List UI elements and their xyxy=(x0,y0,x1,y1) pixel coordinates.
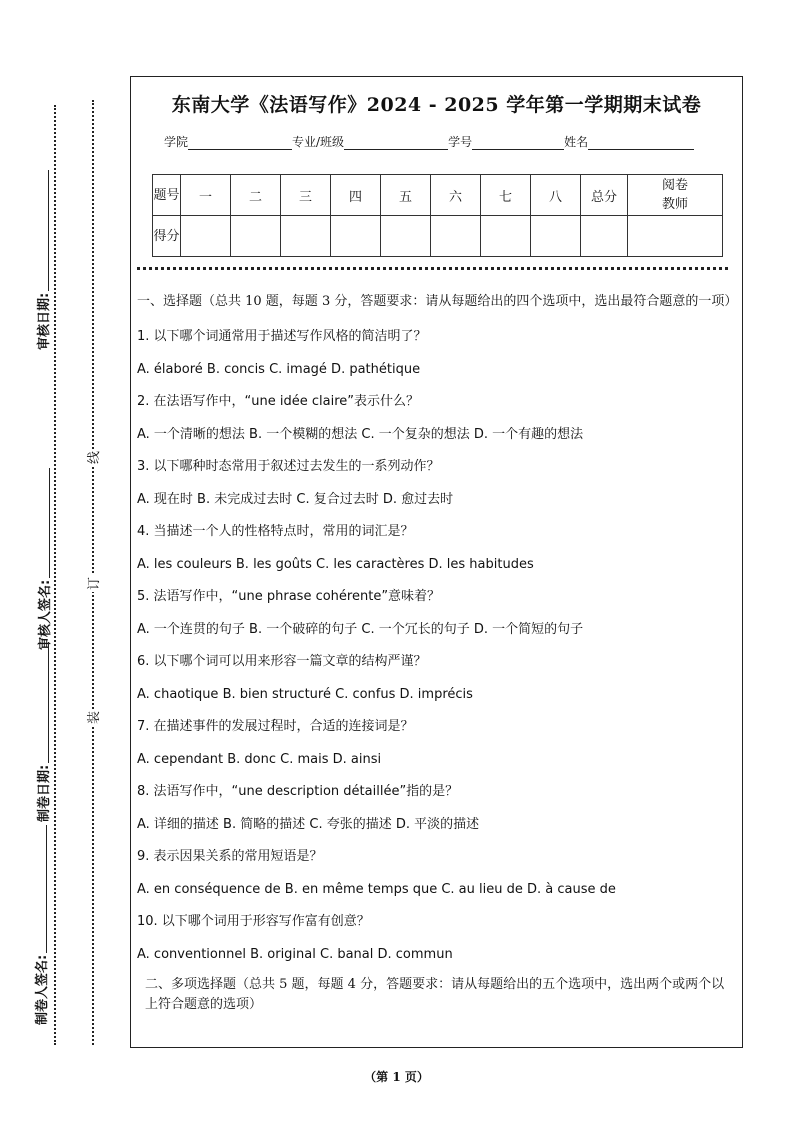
question-line: 9. 表示因果关系的常用短语是？ xyxy=(137,849,323,864)
exam-frame xyxy=(130,76,743,1048)
cut-mark-bind: 订 xyxy=(83,575,102,592)
options-line: A. les couleurs B. les goûts C. les caractères D. les habitudes xyxy=(137,556,534,572)
options-line: A. chaotique B. bien structuré C. confus D. imprécis xyxy=(137,686,473,702)
page-number: （第 1 页） xyxy=(364,1070,429,1084)
score-table xyxy=(152,174,723,257)
reviewer-date-blank[interactable] xyxy=(36,170,49,291)
options-line: A. 现在时 B. 未完成过去时 C. 复合过去时 D. 愈过去时 xyxy=(137,491,454,507)
col-5: 五 xyxy=(381,175,431,216)
col-7: 七 xyxy=(481,175,531,216)
total-label: 总分 xyxy=(581,175,628,216)
question-line: 4. 当描述一个人的性格特点时，常用的词汇是？ xyxy=(137,524,414,539)
question-line: 8. 法语写作中，“une description détaillée”指的是？ xyxy=(137,784,459,799)
major-label: 专业/班级 xyxy=(292,135,345,149)
binding-margin xyxy=(0,0,128,1122)
reviewer-sign-field xyxy=(33,460,53,650)
maker-date-blank[interactable] xyxy=(36,642,49,763)
name-label: 姓名 xyxy=(564,135,589,149)
options-line: A. 详细的描述 B. 简略的描述 C. 夸张的描述 D. 平淡的描述 xyxy=(137,816,480,832)
cut-mark-seal: 装 xyxy=(83,709,102,726)
question-line: 5. 法语写作中，“une phrase cohérente”意味着？ xyxy=(137,589,441,604)
score-cell[interactable] xyxy=(381,216,431,257)
name-input[interactable] xyxy=(588,137,694,150)
col-1: 一 xyxy=(181,175,231,216)
section-2-heading: 二、多项选择题（总共 5 题，每题 4 分，答题要求：请从每题给出的五个选项中，选出两个或两个以上符合题意的选项） xyxy=(145,977,725,1012)
student-id-input[interactable] xyxy=(472,137,564,150)
reviewer-sign-blank[interactable] xyxy=(37,468,50,578)
college-label: 学院 xyxy=(164,135,189,149)
maker-date-label: 制卷日期: xyxy=(36,764,52,822)
dotted-separator xyxy=(137,267,728,270)
score-cell[interactable] xyxy=(531,216,581,257)
score-cell[interactable] xyxy=(181,216,231,257)
options-line: A. 一个清晰的想法 B. 一个模糊的想法 C. 一个复杂的想法 D. 一个有趣的想法 xyxy=(137,426,584,442)
score-cell[interactable] xyxy=(231,216,281,257)
maker-sign-blank[interactable] xyxy=(34,825,47,953)
cut-mark-line: 线 xyxy=(83,449,102,466)
score-cell[interactable] xyxy=(331,216,381,257)
reviewer-sign-label: 审核人签名: xyxy=(37,579,53,650)
question-line: 6. 以下哪个词可以用来形容一篇文章的结构严谨？ xyxy=(137,654,427,669)
question-line: 2. 在法语写作中，“une idée claire”表示什么？ xyxy=(137,394,420,409)
dotted-line-outer xyxy=(54,105,56,1045)
score-cell[interactable] xyxy=(431,216,481,257)
col-4: 四 xyxy=(331,175,381,216)
grader-label-line-1: 阅卷 xyxy=(661,178,688,193)
major-input[interactable] xyxy=(344,137,448,150)
options-line: A. en conséquence de B. en même temps que C. au lieu de D. à cause de xyxy=(137,881,616,897)
reviewer-date-label: 审核日期: xyxy=(36,292,52,350)
col-2: 二 xyxy=(231,175,281,216)
score-table-score-row xyxy=(153,216,723,257)
maker-sign-field xyxy=(30,825,50,1025)
maker-sign-label: 制卷人签名: xyxy=(34,954,50,1025)
question-line: 3. 以下哪种时态常用于叙述过去发生的一系列动作？ xyxy=(137,459,440,474)
question-number-label: 题号 xyxy=(153,175,181,216)
col-8: 八 xyxy=(531,175,581,216)
reviewer-date-field xyxy=(32,170,52,350)
col-6: 六 xyxy=(431,175,481,216)
dotted-line-inner xyxy=(92,100,94,1045)
options-line: A. cependant B. donc C. mais D. ainsi xyxy=(137,751,382,767)
col-3: 三 xyxy=(281,175,331,216)
question-line: 1. 以下哪个词通常用于描述写作风格的简洁明了？ xyxy=(137,329,427,344)
total-score-cell[interactable] xyxy=(581,216,628,257)
exam-content xyxy=(137,292,736,1024)
student-info-row xyxy=(164,133,694,150)
options-line: A. élaboré B. concis C. imagé D. pathétique xyxy=(137,361,421,377)
section-1-questions xyxy=(137,321,736,971)
grader-label-line-2: 教师 xyxy=(661,197,688,212)
grader-cell[interactable] xyxy=(628,216,723,257)
score-cell[interactable] xyxy=(281,216,331,257)
score-cell[interactable] xyxy=(481,216,531,257)
score-label: 得分 xyxy=(153,216,181,257)
question-line: 10. 以下哪个词用于形容写作富有创意？ xyxy=(137,914,370,929)
section-1-heading: 一、选择题（总共 10 题，每题 3 分，答题要求：请从每题给出的四个选项中，选出最符合题意的一项） xyxy=(137,294,738,309)
score-table-header-row xyxy=(153,175,723,216)
question-line: 7. 在描述事件的发展过程时，合适的连接词是？ xyxy=(137,719,414,734)
college-input[interactable] xyxy=(188,137,292,150)
student-id-label: 学号 xyxy=(448,135,473,149)
options-line: A. 一个连贯的句子 B. 一个破碎的句子 C. 一个冗长的句子 D. 一个简短的句子 xyxy=(137,621,584,637)
exam-title: 东南大学《法语写作》2024 - 2025 学年第一学期期末试卷 xyxy=(171,94,702,116)
options-line: A. conventionnel B. original C. banal D. commun xyxy=(137,946,453,962)
grader-label xyxy=(628,175,723,216)
maker-date-field xyxy=(32,642,52,822)
